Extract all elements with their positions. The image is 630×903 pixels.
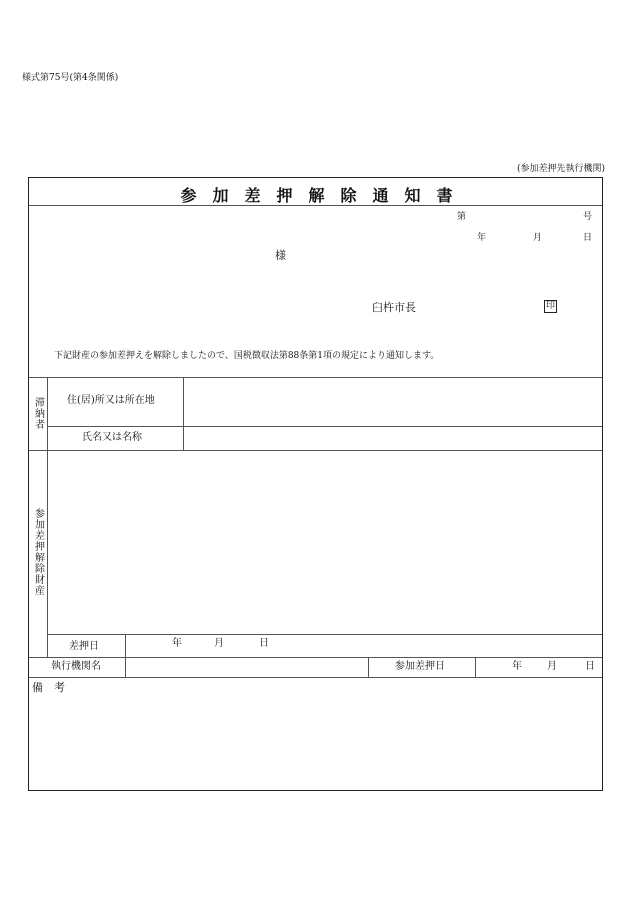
date-year: 年 <box>477 233 487 243</box>
delinquent-divider <box>29 450 602 451</box>
notice-text: 下記財産の参加差押えを解除しましたので、国税徴収法第88条第1項の規定により通知します。 <box>54 351 440 361</box>
title-divider <box>29 205 602 206</box>
date-month: 月 <box>533 233 543 243</box>
number-suffix: 号 <box>583 212 593 222</box>
address-label: 住(居)所又は所在地 <box>67 395 155 406</box>
participation-date-month: 月 <box>547 661 557 672</box>
date-day: 日 <box>583 233 593 243</box>
participation-date-label: 参加差押日 <box>395 661 445 672</box>
date-label-divider <box>125 634 126 677</box>
delinquent-value-divider <box>183 377 184 450</box>
address-row-divider <box>47 426 602 427</box>
execution-mid-divider <box>368 657 369 677</box>
header-divider <box>29 377 602 378</box>
participation-date-year: 年 <box>512 661 522 672</box>
issuer-name: 臼杵市長 <box>372 301 416 314</box>
remarks-label: 備 考 <box>32 681 65 694</box>
seizure-date-label: 差押日 <box>69 641 99 652</box>
seizure-date-month: 月 <box>214 638 224 649</box>
seal-mark: 印 <box>545 301 555 311</box>
agency-name-label: 執行機関名 <box>51 661 101 672</box>
addressee-honorific: 様 <box>275 249 286 262</box>
notice-form <box>28 177 603 791</box>
property-label-divider <box>47 450 48 657</box>
delinquent-label-divider <box>47 377 48 450</box>
seizure-date-day: 日 <box>259 638 269 649</box>
seizure-date-year: 年 <box>172 638 182 649</box>
execution-divider <box>29 677 602 678</box>
form-id: 様式第75号(第4条関係) <box>22 73 119 83</box>
execution-date-divider <box>475 657 476 677</box>
participation-date-day: 日 <box>585 661 595 672</box>
number-prefix: 第 <box>457 212 467 222</box>
property-section-label: 参加差押解除財産 <box>32 508 44 596</box>
delinquent-section-label: 滞納者 <box>32 397 44 430</box>
agency-note: (参加差押先執行機関) <box>516 164 605 174</box>
property-divider <box>29 657 602 658</box>
property-content-divider <box>47 634 602 635</box>
name-label: 氏名又は名称 <box>82 432 142 443</box>
form-title: 参加差押解除通知書 <box>180 186 469 205</box>
